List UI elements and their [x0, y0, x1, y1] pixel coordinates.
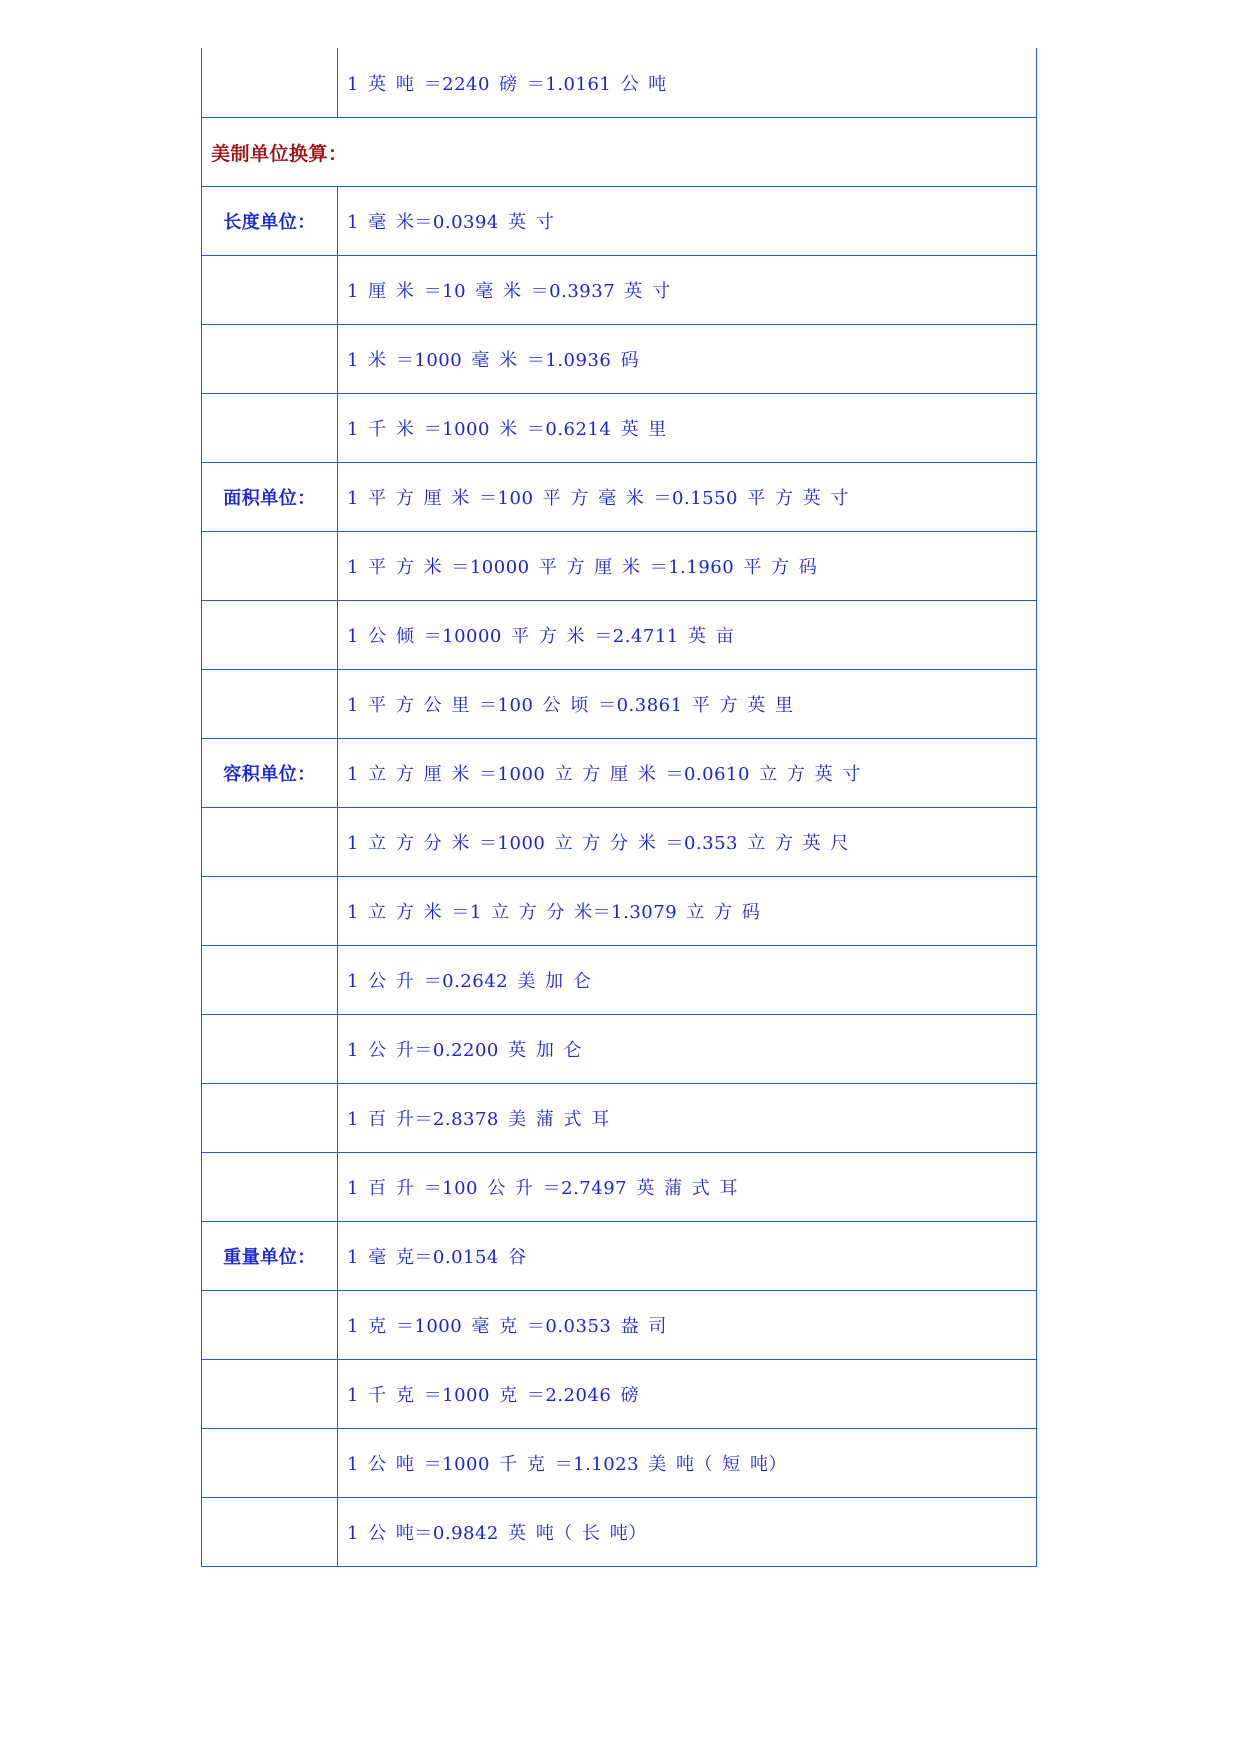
row-label [202, 946, 338, 1015]
table-row [202, 394, 1037, 463]
conversion-value: 1 平 方 米 ＝10000 平 方 厘 米 ＝1.1960 平 方 码 [338, 532, 1037, 601]
row-label [202, 1291, 338, 1360]
row-label [202, 1084, 338, 1153]
conversion-value: 1 千 米 ＝1000 米 ＝0.6214 英 里 [338, 394, 1037, 463]
conversion-value: 1 公 倾 ＝10000 平 方 米 ＝2.4711 英 亩 [338, 601, 1037, 670]
table-row [202, 808, 1037, 877]
table-row [202, 1498, 1037, 1567]
table-row [202, 187, 1037, 256]
table-row [202, 877, 1037, 946]
conversion-value: 1 立 方 分 米 ＝1000 立 方 分 米 ＝0.353 立 方 英 尺 [338, 808, 1037, 877]
row-label [202, 325, 338, 394]
table-row [202, 1015, 1037, 1084]
conversion-value: 1 厘 米 ＝10 毫 米 ＝0.3937 英 寸 [338, 256, 1037, 325]
conversion-value: 1 公 吨 ＝1000 千 克 ＝1.1023 美 吨（ 短 吨） [338, 1429, 1037, 1498]
conversion-value: 1 平 方 公 里 ＝100 公 顷 ＝0.3861 平 方 英 里 [338, 670, 1037, 739]
conversion-value: 1 公 升 ＝0.2642 美 加 仑 [338, 946, 1037, 1015]
row-label [202, 1429, 338, 1498]
conversion-value: 1 毫 米＝0.0394 英 寸 [338, 187, 1037, 256]
table-row [202, 325, 1037, 394]
conversion-value: 1 公 升＝0.2200 英 加 仑 [338, 1015, 1037, 1084]
row-label [202, 1498, 338, 1567]
table-row [202, 1360, 1037, 1429]
conversion-value: 1 毫 克＝0.0154 谷 [338, 1222, 1037, 1291]
conversion-value: 1 米 ＝1000 毫 米 ＝1.0936 码 [338, 325, 1037, 394]
table-row [202, 1153, 1037, 1222]
table-row [202, 1084, 1037, 1153]
conversion-value: 1 英 吨 ＝2240 磅 ＝1.0161 公 吨 [338, 48, 1037, 118]
conversion-value: 1 千 克 ＝1000 克 ＝2.2046 磅 [338, 1360, 1037, 1429]
table-row [202, 601, 1037, 670]
section-title: 美制单位换算： [202, 118, 1037, 187]
conversion-value: 1 立 方 米 ＝1 立 方 分 米＝1.3079 立 方 码 [338, 877, 1037, 946]
section-header-row [202, 118, 1037, 187]
table-row [202, 1222, 1037, 1291]
row-label [202, 1015, 338, 1084]
row-label [202, 601, 338, 670]
group-label-volume: 容积单位： [202, 739, 338, 808]
row-label [202, 394, 338, 463]
conversion-value: 1 百 升 ＝100 公 升 ＝2.7497 英 蒲 式 耳 [338, 1153, 1037, 1222]
table-row [202, 256, 1037, 325]
conversion-value: 1 公 吨＝0.9842 英 吨（ 长 吨） [338, 1498, 1037, 1567]
conversion-value: 1 立 方 厘 米 ＝1000 立 方 厘 米 ＝0.0610 立 方 英 寸 [338, 739, 1037, 808]
row-label [202, 877, 338, 946]
group-label-length: 长度单位： [202, 187, 338, 256]
table-row [202, 48, 1037, 118]
row-label [202, 1153, 338, 1222]
conversion-value: 1 克 ＝1000 毫 克 ＝0.0353 盎 司 [338, 1291, 1037, 1360]
row-label [202, 532, 338, 601]
table-row [202, 946, 1037, 1015]
table-row [202, 1429, 1037, 1498]
row-label [202, 256, 338, 325]
row-label [202, 1360, 338, 1429]
unit-conversion-table [201, 48, 1037, 1567]
table-row [202, 739, 1037, 808]
conversion-value: 1 平 方 厘 米 ＝100 平 方 毫 米 ＝0.1550 平 方 英 寸 [338, 463, 1037, 532]
conversion-value: 1 百 升＝2.8378 美 蒲 式 耳 [338, 1084, 1037, 1153]
table-row [202, 532, 1037, 601]
row-label [202, 670, 338, 739]
table-row [202, 463, 1037, 532]
table-row [202, 670, 1037, 739]
row-label [202, 808, 338, 877]
group-label-weight: 重量单位： [202, 1222, 338, 1291]
table-row [202, 1291, 1037, 1360]
row-label [202, 48, 338, 118]
group-label-area: 面积单位： [202, 463, 338, 532]
